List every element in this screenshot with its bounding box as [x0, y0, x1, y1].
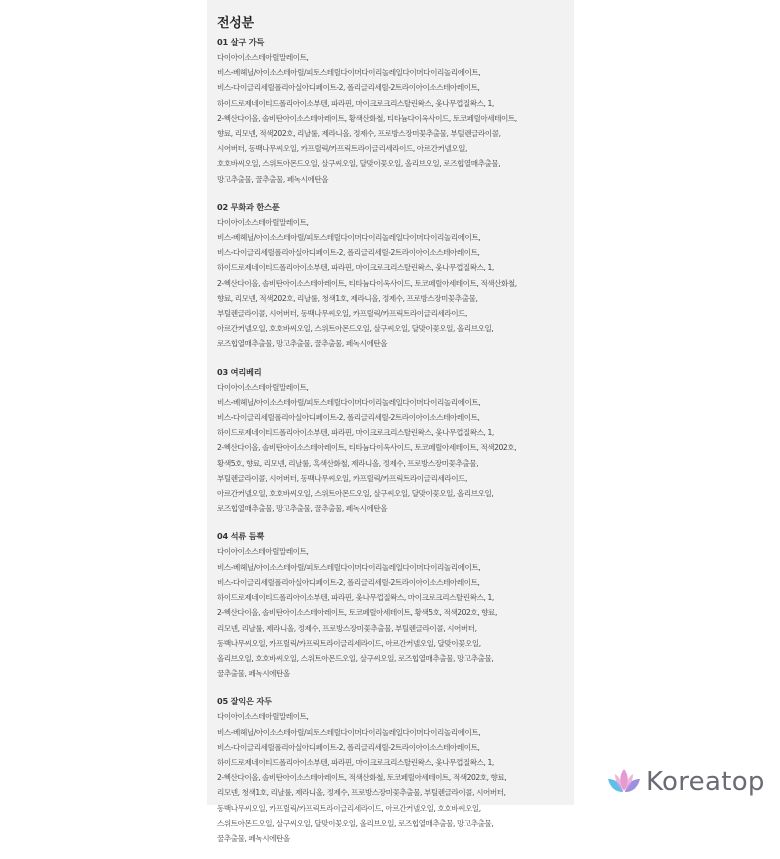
ingredient-line: 하이드로제네이티드폴리아이소부텐, 파라핀, 마이크로크리스탈린왁스, 옻나무껍질왁스, 1, — [217, 757, 494, 767]
lotus-icon — [606, 767, 642, 797]
section-heading: 03 여리베리 — [217, 366, 262, 377]
ingredient-line: 비스-베헤닐/아이소스테아릴/피토스테릴다이머다이리놀레일다이머다이리놀리에이트, — [217, 233, 481, 243]
ingredient-line: 2-헥산다이올, 솔비탄아이소스테아레이트, 황색산화철, 티타늄다이옥사이드, 토코페릴아세테이트, — [217, 113, 517, 123]
ingredient-line: 꿀추출물, 페녹시에탄올 — [217, 833, 290, 843]
ingredient-line: 부틸렌글라이콜, 시어버터, 동백나무씨오일, 카프릴릭/카프릭트라이글리세라이드, — [217, 473, 467, 483]
ingredient-line: 2-헥산다이올, 솔비탄아이소스테아레이트, 티타늄다이옥사이드, 토코페릴아세테이트, 적색산화철, — [217, 278, 517, 288]
ingredient-line: 비스-다이글리세릴폴리아실아디페이트-2, 폴리글리세릴-2트라이아이소스테아레이트, — [217, 742, 480, 752]
ingredient-line: 다이아이소스테아릴말레이트, — [217, 217, 309, 227]
ingredient-line: 다이아이소스테아릴말레이트, — [217, 712, 309, 722]
koreatop-watermark — [606, 765, 776, 799]
watermark-brand: Koreatop — [646, 767, 765, 797]
ingredient-section — [217, 529, 567, 681]
ingredient-line: 동백나무씨오일, 카프릴릭/카프릭트라이글리세라이드, 아르간커넬오일, 달맞이꽃오일, — [217, 638, 481, 648]
section-heading: 02 무화과 한스푼 — [217, 201, 280, 212]
page-title: 전성분 — [217, 16, 254, 31]
section-heading: 01 살구 가득 — [217, 37, 265, 47]
ingredient-line: 다이아이소스테아릴말레이트, — [217, 382, 309, 392]
ingredient-line: 부틸렌글라이콜, 시어버터, 동백나무씨오일, 카프릴릭/카프릭트라이글리세라이드, — [217, 309, 467, 319]
ingredient-line: 하이드로제네이티드폴리아이소부텐, 파라핀, 마이크로크리스탈린왁스, 옻나무껍질왁스, 1, — [217, 263, 494, 273]
ingredient-line: 비스-베헤닐/아이소스테아릴/피토스테릴다이머다이리놀레일다이머다이리놀리에이트, — [217, 562, 481, 572]
ingredient-line: 하이드로제네이티드폴리아이소부텐, 파라핀, 옻나무껍질왁스, 마이크로크리스탈린왁스, 1, — [217, 593, 494, 603]
ingredient-line: 동백나무씨오일, 카프릴릭/카프릭트라이글리세라이드, 아르간커넬오일, 호호바씨오일, — [217, 803, 481, 813]
ingredient-line: 시어버터, 동백나무씨오일, 카프릴릭/카프릭트라이글리세라이드, 아르간커넬오일, — [217, 144, 467, 154]
ingredient-section — [217, 200, 567, 352]
ingredient-line: 아르간커넬오일, 호호바씨오일, 스위트아몬드오일, 살구씨오일, 달맞이꽃오일, 올리브오일, — [217, 489, 494, 499]
ingredient-line: 스위트아몬드오일, 살구씨오일, 달맞이꽃오일, 올리브오일, 로즈힙열매추출물, 망고추출물, — [217, 818, 494, 828]
ingredient-line: 망고추출물, 꿀추출물, 페녹시에탄올 — [217, 174, 329, 184]
ingredient-line: 다이아이소스테아릴말레이트, — [217, 53, 309, 62]
ingredient-line: 리모넨, 리날룰, 제라니올, 정제수, 프로방스장미꽃추출물, 부틸렌글라이콜, 시어버터, — [217, 623, 477, 633]
ingredient-line: 올리브오일, 호호바씨오일, 스위트아몬드오일, 살구씨오일, 로즈힙열매추출물, 망고추출물, — [217, 653, 494, 663]
ingredient-line: 향료, 리모넨, 적색202호, 리날룰, 제라니올, 정제수, 프로방스장미꽃추출물, 부틸렌글라이콜, — [217, 129, 501, 139]
ingredient-line: 리모넨, 청색1호, 리날룰, 제라니올, 정제수, 프로방스장미꽃추출물, 부틸렌글라이콜, 시어버터, — [217, 788, 506, 798]
ingredient-line: 향료, 리모넨, 적색202호, 리날룰, 청색1호, 제라니올, 정제수, 프로방스장미꽃추출물, — [217, 293, 478, 303]
ingredient-line: 비스-다이글리세릴폴리아실아디페이트-2, 폴리글리세릴-2트라이아이소스테아레이트, — [217, 413, 480, 423]
ingredients-content — [217, 12, 567, 859]
ingredient-line: 로즈힙열매추출물, 망고추출물, 꿀추출물, 페녹시에탄올 — [217, 504, 388, 514]
ingredient-line: 하이드로제네이티드폴리아이소부텐, 파라핀, 마이크로크리스탈린왁스, 옻나무껍질왁스, 1, — [217, 98, 494, 108]
section-heading: 04 석류 듬뿍 — [217, 531, 265, 542]
ingredient-line: 2-헥산다이올, 솔비탄아이소스테아레이트, 적색산화철, 토코페릴아세테이트, 적색202호, 향료, — [217, 773, 507, 783]
ingredient-section — [217, 365, 567, 517]
ingredient-line: 2-헥산다이올, 솔비탄아이소스테아레이트, 토코페릴아세테이트, 황색5호, 적색202호, 향료, — [217, 608, 497, 618]
ingredient-line: 꿀추출물, 페녹시에탄올 — [217, 669, 290, 679]
ingredient-line: 황색5호, 향료, 리모넨, 리날룰, 흑색산화철, 제라니올, 정제수, 프로방스장미꽃추출물, — [217, 458, 479, 468]
ingredient-line: 다이아이소스테아릴말레이트, — [217, 547, 309, 557]
ingredient-line: 로즈힙열매추출물, 망고추출물, 꿀추출물, 페녹시에탄올 — [217, 339, 388, 349]
ingredient-line: 2-헥산다이올, 솔비탄아이소스테아레이트, 티타늄다이옥사이드, 토코페릴아세테이트, 적색202호, — [217, 443, 517, 453]
ingredient-line: 호호바씨오일, 스위트아몬드오일, 살구씨오일, 달맞이꽃오일, 올리브오일, 로즈힙열매추출물, — [217, 159, 501, 169]
ingredient-section — [217, 35, 567, 187]
ingredient-line: 비스-다이글리세릴폴리아실아디페이트-2, 폴리글리세릴-2트라이아이소스테아레이트, — [217, 248, 480, 258]
ingredient-line: 하이드로제네이티드폴리아이소부텐, 파라핀, 마이크로크리스탈린왁스, 옻나무껍질왁스, 1, — [217, 428, 494, 438]
section-heading: 05 잘익은 자두 — [217, 696, 272, 707]
ingredient-line: 비스-다이글리세릴폴리아실아디페이트-2, 폴리글리세릴-2트라이아이소스테아레이트, — [217, 83, 480, 93]
ingredient-line: 아르간커넬오일, 호호바씨오일, 스위트아몬드오일, 살구씨오일, 달맞이꽃오일, 올리브오일, — [217, 324, 494, 334]
ingredient-line: 비스-다이글리세릴폴리아실아디페이트-2, 폴리글리세릴-2트라이아이소스테아레이트, — [217, 577, 480, 587]
ingredient-line: 비스-베헤닐/아이소스테아릴/피토스테릴다이머다이리놀레일다이머다이리놀리에이트, — [217, 68, 481, 78]
ingredient-sections — [217, 35, 567, 846]
ingredient-line: 비스-베헤닐/아이소스테아릴/피토스테릴다이머다이리놀레일다이머다이리놀리에이트, — [217, 397, 481, 407]
ingredient-section — [217, 694, 567, 846]
ingredient-line: 비스-베헤닐/아이소스테아릴/피토스테릴다이머다이리놀레일다이머다이리놀리에이트, — [217, 727, 481, 737]
